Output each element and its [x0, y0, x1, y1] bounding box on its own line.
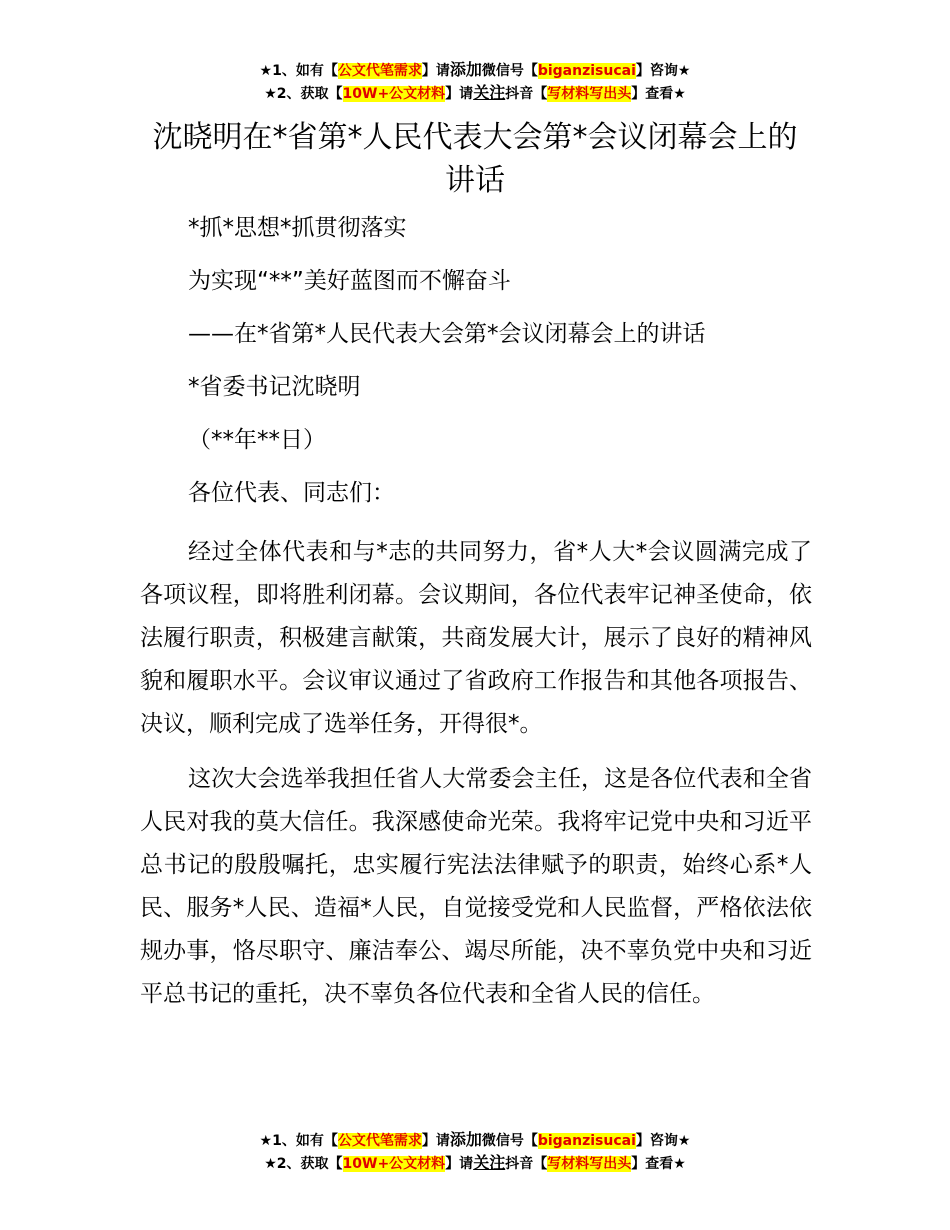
highlight-wechat-id: biganzisucai [537, 1133, 636, 1149]
highlight-materials: 10W+公文材料 [342, 86, 446, 102]
promo-line-2: ★2、获取【10W+公文材料】请关注抖音【写材料写出头】查看★ [264, 1153, 686, 1172]
salutation: 各位代表、同志们： [188, 480, 395, 506]
document-body [140, 213, 812, 1016]
promo-banner-bottom [0, 1129, 950, 1175]
document-title: 沈晓明在*省第*人民代表大会第*会议闭幕会上的讲话 [152, 120, 798, 198]
date-line: （**年**日） [188, 427, 326, 453]
highlight-wechat-id: biganzisucai [537, 63, 636, 79]
highlight-service: 公文代笔需求 [337, 1133, 422, 1149]
heading-line: 为实现“**”美好蓝图而不懈奋斗 [188, 268, 511, 294]
promo-line-2: ★2、获取【10W+公文材料】请关注抖音【写材料写出头】查看★ [264, 83, 686, 102]
highlight-douyin: 写材料写出头 [547, 86, 632, 102]
author-line: *省委书记沈晓明 [188, 374, 361, 400]
heading-line: *抓*思想*抓贯彻落实 [188, 215, 407, 241]
promo-banner-top [0, 59, 950, 105]
highlight-service: 公文代笔需求 [337, 63, 422, 79]
body-paragraph: 这次大会选举我担任省人大常委会主任，这是各位代表和全省人民对我的莫大信任。我深感使命光荣。我将牢记党中央和习近平总书记的殷殷嘱托，忠实履行宪法法律赋予的职责，始终心系*人民、服务*人民、造福*人民，自觉接受党和人民监督，严格依法依规办事，恪尽职守、廉洁奉公、竭尽所能，决不辜负党中央和习近平总书记的重托，决不辜负各位代表和全省人民的信任。 [140, 766, 812, 1007]
heading-line: ——在*省第*人民代表大会第*会议闭幕会上的讲话 [188, 321, 706, 347]
promo-line-1: ★1、如有【公文代笔需求】请添加微信号【biganzisucai】咨询★ [259, 60, 691, 79]
promo-line-1: ★1、如有【公文代笔需求】请添加微信号【biganzisucai】咨询★ [259, 1130, 691, 1149]
highlight-materials: 10W+公文材料 [342, 1156, 446, 1172]
body-paragraph: 经过全体代表和与*志的共同努力，省*人大*会议圆满完成了各项议程，即将胜利闭幕。会议期间，各位代表牢记神圣使命，依法履行职责，积极建言献策，共商发展大计，展示了良好的精神风貌和履职水平。会议审议通过了省政府工作报告和其他各项报告、决议，顺利完成了选举任务，开得很*。 [140, 539, 812, 737]
highlight-douyin: 写材料写出头 [547, 1156, 632, 1172]
